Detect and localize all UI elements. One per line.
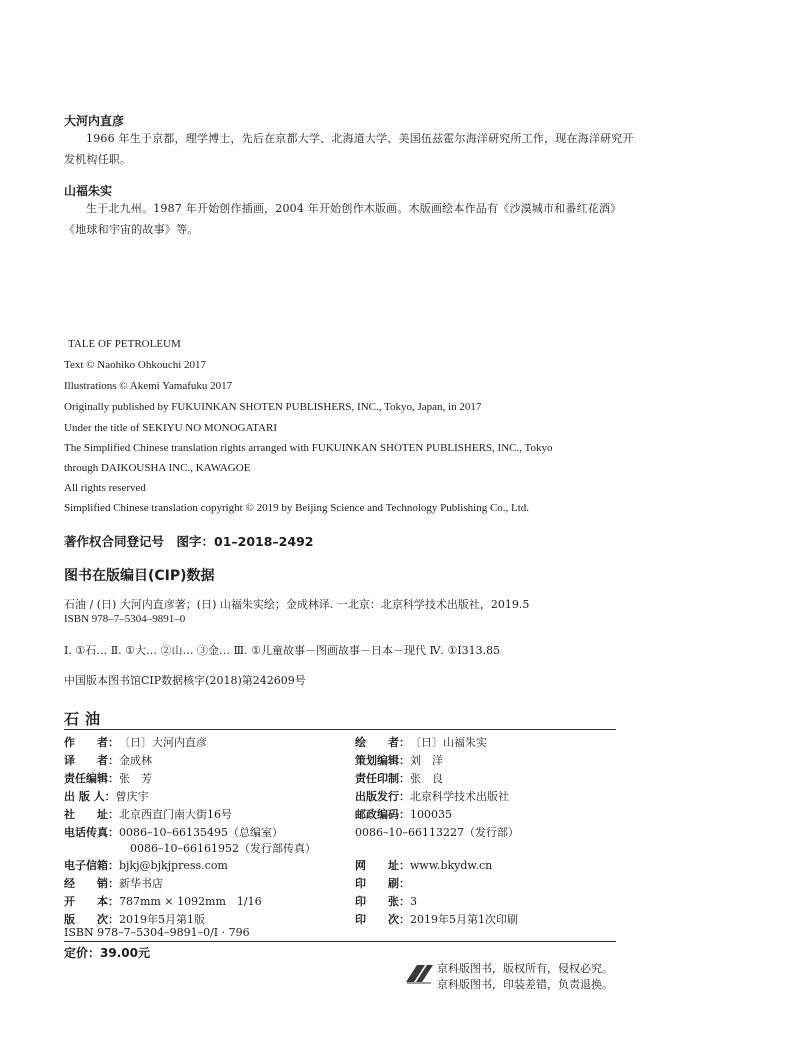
divider-bottom [64, 941, 616, 942]
info-value: 0086–10–66113227（发行部） [355, 826, 519, 839]
info-postcode [355, 806, 452, 822]
info-distributor [64, 875, 163, 891]
info-value: 〔日〕大河内直彦 [119, 736, 207, 749]
info-label: 网 址： [355, 859, 410, 872]
info-label: 出 版 人： [64, 790, 116, 803]
info-value: ISBN 978–7–5304–9891–0/I · 796 [64, 926, 250, 939]
info-value: bjkj@bjkjpress.com [119, 859, 228, 872]
info-label: 责任编辑： [64, 772, 119, 785]
info-illustrator [355, 734, 487, 750]
info-value: 100035 [410, 808, 452, 821]
english-credit-line: The Simplified Chinese translation rights arranged with FUKUINKAN SHOTEN PUBLISHERS, INC., Tokyo [64, 442, 553, 454]
english-credit-line: Illustrations © Akemi Yamafuku 2017 [64, 380, 233, 392]
info-publisher [355, 788, 509, 804]
divider-top [64, 729, 616, 730]
cip-classification: Ⅰ. ①石… Ⅱ. ①大… ②山… ③金… Ⅲ. ①儿童故事－图画故事－日本－现代 Ⅳ. ①I313.85 [64, 644, 501, 657]
info-printing [355, 911, 518, 927]
notice-returns: 京科版图书，印装差错，负责退换。 [437, 978, 613, 991]
info-value: 0086–10–66135495（总编室） [119, 826, 283, 839]
info-editor [64, 770, 152, 786]
cip-verification: 中国版本图书馆CIP数据核字(2018)第242609号 [64, 674, 306, 687]
english-credit-line: Text © Naohiko Ohkouchi 2017 [64, 359, 207, 371]
author-name-1: 大河内直彦 [64, 114, 125, 128]
info-phone-fax-2 [130, 840, 316, 856]
info-value: 2019年5月第1版 [119, 913, 205, 926]
info-printer [355, 875, 410, 891]
info-planning-editor [355, 752, 443, 768]
info-value: 3 [410, 895, 417, 908]
info-value: 金成林 [119, 754, 152, 767]
info-value: 张 芳 [119, 772, 152, 785]
info-label: 版 次： [64, 913, 119, 926]
info-label: 印 张： [355, 895, 410, 908]
info-label: 译 者： [64, 754, 119, 767]
info-address [64, 806, 232, 822]
info-sheets [355, 893, 417, 909]
info-value: 北京西直门南大街16号 [119, 808, 232, 821]
info-label: 经 销： [64, 877, 119, 890]
info-edition [64, 911, 205, 927]
cip-heading: 图书在版编目(CIP)数据 [64, 568, 215, 584]
info-label: 出版发行： [355, 790, 410, 803]
info-value: 曾庆宇 [115, 790, 149, 803]
info-value: 新华书店 [119, 877, 163, 890]
info-label: 作 者： [64, 736, 119, 749]
info-label: 邮政编码： [355, 808, 410, 821]
info-value: www.bkydw.cn [410, 859, 493, 872]
info-label: 策划编辑： [355, 754, 410, 767]
price: 定价：39.00元 [64, 946, 150, 960]
english-credit-line: All rights reserved [64, 482, 146, 494]
info-value: 北京科学技术出版社 [410, 790, 509, 803]
info-website [355, 857, 492, 873]
cip-isbn: ISBN 978–7–5304–9891–0 [64, 613, 186, 625]
book-title: 石油 [64, 710, 107, 728]
english-title: TALE OF PETROLEUM [68, 338, 181, 350]
info-label: 社 址： [64, 808, 119, 821]
info-value: 787mm × 1092mm 1/16 [119, 895, 262, 908]
info-print-manager [355, 770, 443, 786]
english-credit-line: Under the title of SEKIYU NO MONOGATARI [64, 422, 277, 434]
notice-copyright: 京科版图书，版权所有，侵权必究。 [437, 962, 613, 975]
info-label: 电子信箱： [64, 859, 119, 872]
info-phone-distribution [355, 824, 519, 840]
copyright-registration: 著作权合同登记号 图字：01–2018–2492 [64, 534, 314, 549]
english-credit-line: Simplified Chinese translation copyright © 2019 by Beijing Science and Technology Publishing Co., Ltd. [64, 502, 530, 514]
info-email [64, 857, 228, 873]
info-publisher-person [64, 788, 149, 804]
cip-line: 石油 / (日) 大河内直彦著；(日) 山福朱实绘；金成林译. 一北京：北京科学技术出版社，2019.5 [64, 598, 530, 611]
info-label: 开 本： [64, 895, 119, 908]
info-label: 责任印制： [355, 772, 410, 785]
english-credit-line: Originally published by FUKUINKAN SHOTEN PUBLISHERS, INC., Tokyo, Japan, in 2017 [64, 401, 482, 413]
info-value: 张 良 [410, 772, 443, 785]
info-author [64, 734, 207, 750]
info-format [64, 893, 262, 909]
info-label: 印 次： [355, 913, 410, 926]
author-bio-1: 1966 年生于京都，理学博士，先后在京都大学、北海道大学、美国伍兹霍尔海洋研究所工作，现在海洋研究开发机构任职。 [64, 132, 634, 166]
publisher-book-logo-icon [405, 962, 435, 984]
info-value: 0086–10–66161952（发行部传真） [130, 842, 316, 855]
info-value: 刘 洋 [410, 754, 443, 767]
info-phone-fax [64, 824, 283, 840]
info-label: 印 刷： [355, 877, 410, 890]
info-label: 电话传真： [64, 826, 119, 839]
author-bio-2: 生于北九州。1987 年开始创作插画，2004 年开始创作木版画。木版画绘本作品有《沙漠城市和番红花酒》《地球和宇宙的故事》等。 [64, 202, 622, 236]
info-isbn [64, 926, 250, 939]
info-value: 〔日〕山福朱实 [410, 736, 487, 749]
info-label: 绘 者： [355, 736, 410, 749]
info-value: 2019年5月第1次印刷 [410, 913, 518, 926]
author-name-2: 山福朱实 [64, 184, 113, 198]
english-credit-line: through DAIKOUSHA INC., KAWAGOE [64, 462, 251, 474]
info-translator [64, 752, 152, 768]
